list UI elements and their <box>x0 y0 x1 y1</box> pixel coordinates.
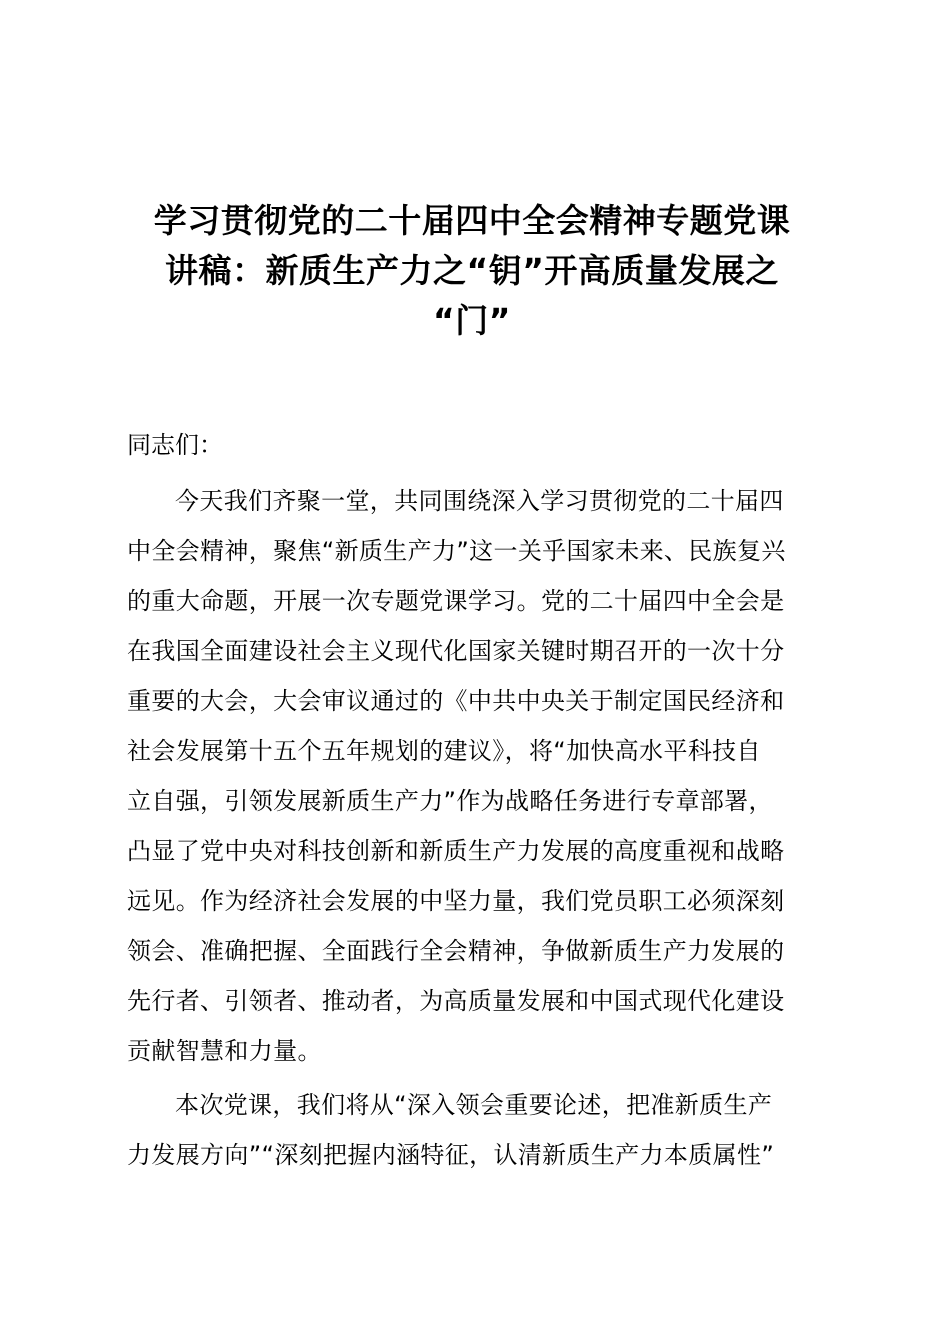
paragraph-line: 远见。作为经济社会发展的中坚力量，我们党员职工必须深刻 <box>127 887 785 915</box>
title-line-2: 讲稿：新质生产力之“钥”开高质量发展之 <box>165 251 779 290</box>
document-body <box>127 420 819 1180</box>
paragraph-2 <box>127 1076 819 1180</box>
paragraph-line: 的重大命题，开展一次专题党课学习。党的二十届四中全会是 <box>127 587 785 615</box>
title-line-3: “门” <box>433 301 511 340</box>
paragraph-line: 中全会精神，聚焦“新质生产力”这一关乎国家未来、民族复兴 <box>127 537 786 565</box>
paragraph-line: 力发展方向”“深刻把握内涵特征，认清新质生产力本质属性” <box>127 1141 775 1169</box>
paragraph-line: 凸显了党中央对科技创新和新质生产力发展的高度重视和战略 <box>127 837 785 865</box>
paragraph-line: 社会发展第十五个五年规划的建议》，将“加快高水平科技自 <box>127 737 761 765</box>
paragraph-1 <box>127 470 819 1076</box>
paragraph-line: 今天我们齐聚一堂，共同围绕深入学习贯彻党的二十届四 <box>175 487 784 515</box>
title-line-1: 学习贯彻党的二十届四中全会精神专题党课 <box>153 201 791 240</box>
paragraph-line: 重要的大会，大会审议通过的《中共中央关于制定国民经济和 <box>127 687 785 715</box>
salutation: 同志们： <box>127 431 223 459</box>
paragraph-line: 在我国全面建设社会主义现代化国家关键时期召开的一次十分 <box>127 637 785 665</box>
paragraph-line: 立自强，引领发展新质生产力”作为战略任务进行专章部署， <box>127 787 773 815</box>
paragraph-line: 先行者、引领者、推动者，为高质量发展和中国式现代化建设 <box>127 987 785 1015</box>
paragraph-line: 贡献智慧和力量。 <box>127 1037 322 1065</box>
paragraph-line: 本次党课，我们将从“深入领会重要论述，把准新质生产 <box>175 1091 773 1119</box>
paragraph-line: 领会、准确把握、全面践行全会精神，争做新质生产力发展的 <box>127 937 785 965</box>
document-title <box>127 196 817 346</box>
